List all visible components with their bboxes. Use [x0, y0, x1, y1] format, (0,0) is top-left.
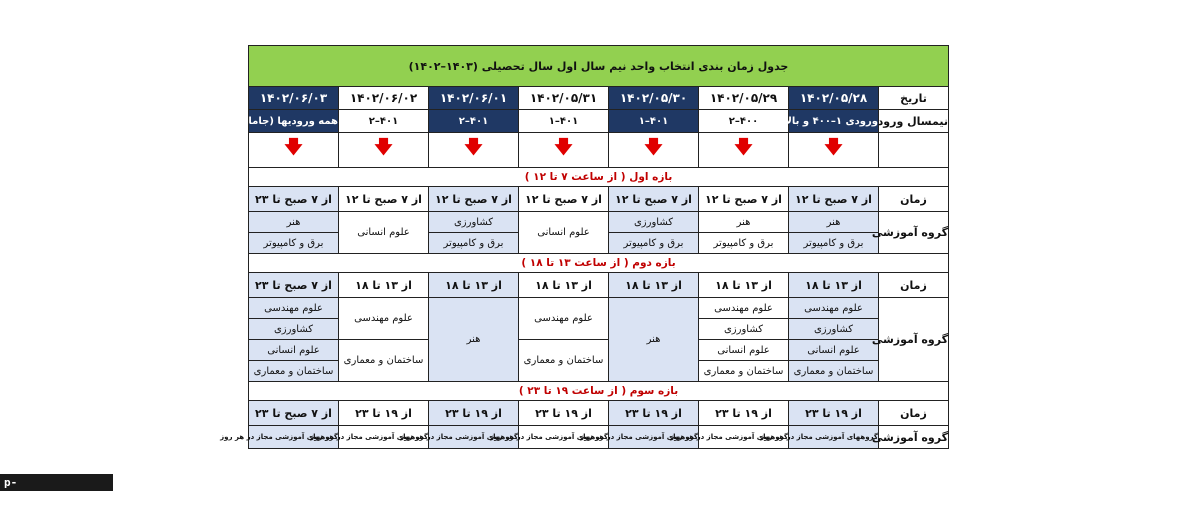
group-cell: برق و کامپیوتر — [609, 233, 699, 254]
allowed-cell: گروههای آموزشی مجاز در هر روز — [339, 426, 429, 449]
time-row-2 — [249, 273, 949, 298]
time-label: زمان — [879, 401, 949, 426]
group-cell: برق و کامپیوتر — [249, 233, 339, 254]
arrow-cell — [429, 133, 519, 168]
time-cell: از ۱۳ تا ۱۸ — [339, 273, 429, 298]
group-cell: کشاورزی — [699, 319, 789, 340]
time-cell: از ۱۳ تا ۱۸ — [609, 273, 699, 298]
entry-cell: همه ورودیها (جامانده) — [249, 110, 339, 133]
time-label: زمان — [879, 187, 949, 212]
group-cell: ساختمان و معماری — [699, 361, 789, 382]
time-row-1 — [249, 187, 949, 212]
down-arrow-icon: 🡇 — [644, 137, 663, 158]
group-cell: علوم مهندسی — [789, 298, 879, 319]
group-cell: علوم مهندسی — [519, 298, 609, 340]
site-watermark: p-borujerd.tvu.ac.ir — [0, 474, 113, 491]
allowed-cell: گروههای آموزشی مجاز در هر روز — [429, 426, 519, 449]
group-cell: علوم انسانی — [519, 212, 609, 254]
entry-row — [249, 110, 949, 133]
time-cell: از ۱۹ تا ۲۳ — [429, 401, 519, 426]
arrow-cell — [609, 133, 699, 168]
time-cell: از ۷ صبح تا ۱۲ — [789, 187, 879, 212]
date-cell: ۱۴۰۲/۰۶/۰۱ — [429, 87, 519, 110]
time-cell: از ۷ صبح تا ۱۲ — [339, 187, 429, 212]
time-cell: از ۱۹ تا ۲۳ — [339, 401, 429, 426]
group-label: گروه آموزشی — [879, 298, 949, 382]
entry-cell: ۴۰۰–۲ — [699, 110, 789, 133]
schedule-table — [220, 45, 949, 449]
time-cell: از ۷ صبح تا ۱۲ — [609, 187, 699, 212]
time-cell: از ۱۹ تا ۲۳ — [519, 401, 609, 426]
arrow-cell — [339, 133, 429, 168]
group-cell: کشاورزی — [429, 212, 519, 233]
group-label: گروه آموزشی — [879, 212, 949, 254]
group-cell: علوم انسانی — [699, 340, 789, 361]
time-cell: از ۱۹ تا ۲۳ — [699, 401, 789, 426]
group-cell: علوم مهندسی — [699, 298, 789, 319]
time-cell: از ۷ صبح تا ۱۲ — [519, 187, 609, 212]
time-cell: از ۷ صبح تا ۲۳ — [249, 187, 339, 212]
allowed-cell: گروههای آموزشی مجاز در هر روز — [789, 426, 879, 449]
arrow-row — [249, 133, 949, 168]
group-cell: هنر — [699, 212, 789, 233]
date-label: تاریخ — [879, 87, 949, 110]
group-cell: برق و کامپیوتر — [699, 233, 789, 254]
time-cell: از ۱۹ تا ۲۳ — [789, 401, 879, 426]
down-arrow-icon: 🡇 — [464, 137, 483, 158]
date-cell: ۱۴۰۲/۰۵/۳۰ — [609, 87, 699, 110]
allowed-cell: گروههای آموزشی مجاز در هر روز — [699, 426, 789, 449]
entry-cell: ۴۰۱–۲ — [429, 110, 519, 133]
group-row-2a — [249, 298, 949, 319]
group-cell: علوم انسانی — [339, 212, 429, 254]
arrow-label-spacer — [879, 133, 949, 168]
time-cell: از ۱۳ تا ۱۸ — [789, 273, 879, 298]
allowed-cell: گروههای آموزشی مجاز در هر روز — [249, 426, 339, 449]
group-cell: هنر — [789, 212, 879, 233]
entry-cell: ورودی ۱–۴۰۰ و بالاتر — [789, 110, 879, 133]
date-cell: ۱۴۰۲/۰۵/۲۹ — [699, 87, 789, 110]
down-arrow-icon: 🡇 — [824, 137, 843, 158]
time-cell: از ۱۹ تا ۲۳ — [609, 401, 699, 426]
time-cell: از ۷ صبح تا ۲۳ — [249, 273, 339, 298]
band-first-row — [249, 168, 949, 187]
arrow-cell — [249, 133, 339, 168]
entry-cell: ۴۰۱–۲ — [339, 110, 429, 133]
band-third-row — [249, 382, 949, 401]
group-cell: برق و کامپیوتر — [789, 233, 879, 254]
group-cell: کشاورزی — [249, 319, 339, 340]
date-cell: ۱۴۰۲/۰۶/۰۲ — [339, 87, 429, 110]
band-third-title: بازه سوم ( از ساعت ۱۹ تا ۲۳ ) — [249, 382, 949, 401]
schedule-container — [220, 45, 948, 449]
time-cell: از ۱۳ تا ۱۸ — [429, 273, 519, 298]
time-cell: از ۱۳ تا ۱۸ — [699, 273, 789, 298]
group-cell: کشاورزی — [789, 319, 879, 340]
down-arrow-icon: 🡇 — [284, 137, 303, 158]
time-cell: از ۷ صبح تا ۱۲ — [429, 187, 519, 212]
down-arrow-icon: 🡇 — [734, 137, 753, 158]
group-cell: ساختمان و معماری — [519, 340, 609, 382]
time-row-3 — [249, 401, 949, 426]
group-cell: علوم انسانی — [249, 340, 339, 361]
group-cell: ساختمان و معماری — [339, 340, 429, 382]
date-cell: ۱۴۰۲/۰۵/۳۱ — [519, 87, 609, 110]
group-row-3 — [249, 426, 949, 449]
down-arrow-icon: 🡇 — [374, 137, 393, 158]
allowed-cell: گروههای آموزشی مجاز در هر روز — [519, 426, 609, 449]
group-row-1a — [249, 212, 949, 233]
group-cell: کشاورزی — [609, 212, 699, 233]
date-row — [249, 87, 949, 110]
date-cell: ۱۴۰۲/۰۶/۰۳ — [249, 87, 339, 110]
group-cell: هنر — [429, 298, 519, 382]
group-cell: علوم مهندسی — [249, 298, 339, 319]
group-cell: علوم مهندسی — [339, 298, 429, 340]
band-second-title: بازه دوم ( از ساعت ۱۳ تا ۱۸ ) — [249, 254, 949, 273]
group-row-2c — [249, 340, 949, 361]
arrow-cell — [789, 133, 879, 168]
group-cell: ساختمان و معماری — [789, 361, 879, 382]
time-label: زمان — [879, 273, 949, 298]
page-title: جدول زمان بندی انتخاب واحد نیم سال اول سال تحصیلی (۱۴۰۳–۱۴۰۲) — [249, 46, 949, 87]
title-row — [249, 46, 949, 87]
group-cell: ساختمان و معماری — [249, 361, 339, 382]
time-cell: از ۷ صبح تا ۲۳ — [249, 401, 339, 426]
entry-cell: ۴۰۱–۱ — [609, 110, 699, 133]
group-cell: برق و کامپیوتر — [429, 233, 519, 254]
time-cell: از ۷ صبح تا ۱۲ — [699, 187, 789, 212]
arrow-cell — [519, 133, 609, 168]
group-cell: هنر — [249, 212, 339, 233]
entry-label: نیمسال ورود — [879, 110, 949, 133]
group-cell: هنر — [609, 298, 699, 382]
band-second-row — [249, 254, 949, 273]
band-first-title: بازه اول ( از ساعت ۷ تا ۱۲ ) — [249, 168, 949, 187]
down-arrow-icon: 🡇 — [554, 137, 573, 158]
group-cell: علوم انسانی — [789, 340, 879, 361]
arrow-cell — [699, 133, 789, 168]
date-cell: ۱۴۰۲/۰۵/۲۸ — [789, 87, 879, 110]
group-label: گروه آموزشی — [879, 426, 949, 449]
allowed-cell: گروههای آموزشی مجاز در هر روز — [609, 426, 699, 449]
entry-cell: ۴۰۱–۱ — [519, 110, 609, 133]
time-cell: از ۱۳ تا ۱۸ — [519, 273, 609, 298]
